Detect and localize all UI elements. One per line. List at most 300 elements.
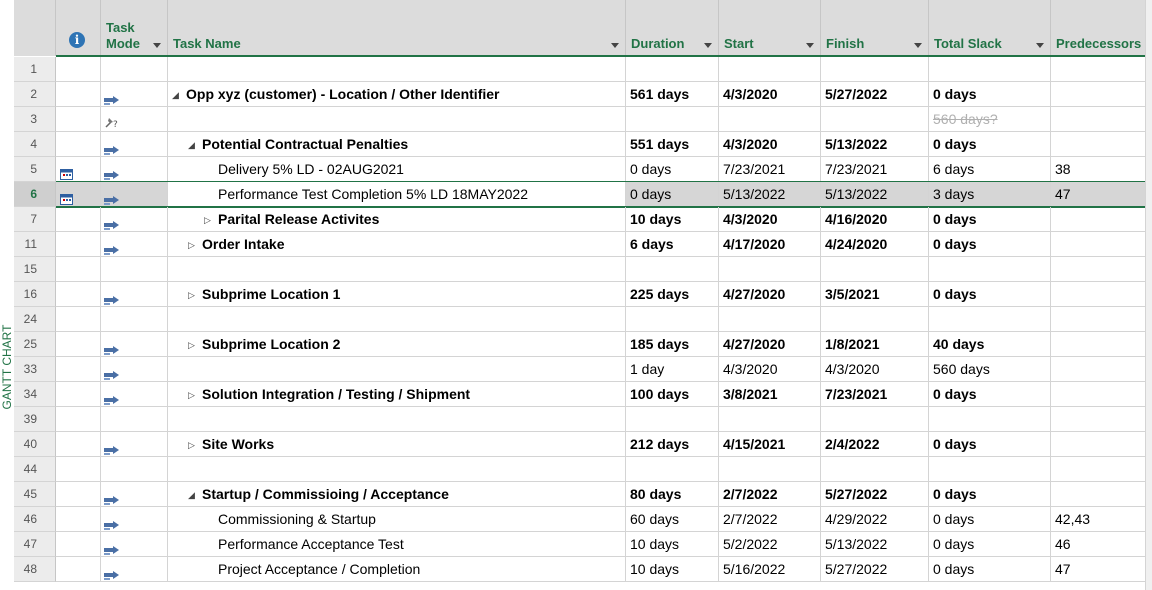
row-number[interactable]: 48 [14, 557, 56, 582]
row-number[interactable]: 4 [14, 132, 56, 157]
task-mode-cell[interactable] [101, 332, 168, 357]
row-number[interactable]: 46 [14, 507, 56, 532]
table-row[interactable] [14, 307, 1146, 332]
predecessors-cell[interactable] [1051, 507, 1146, 532]
chevron-down-icon[interactable] [914, 43, 922, 48]
column-header-task-name[interactable] [168, 0, 626, 56]
table-row[interactable] [14, 207, 1146, 232]
row-number[interactable]: 15 [14, 257, 56, 282]
start-text: 4/3/2020 [723, 211, 778, 227]
row-number[interactable]: 25 [14, 332, 56, 357]
predecessors-cell[interactable] [1051, 407, 1146, 432]
duration-cell[interactable] [626, 307, 719, 332]
duration-text: 185 days [630, 336, 690, 352]
task-mode-cell[interactable] [101, 107, 168, 132]
task-name-cell[interactable] [168, 357, 626, 382]
column-header-total-slack[interactable] [929, 0, 1051, 56]
task-name-cell[interactable] [168, 532, 626, 557]
duration-text: 80 days [630, 486, 682, 502]
start-cell[interactable] [719, 482, 821, 507]
predecessors-cell[interactable] [1051, 282, 1146, 307]
collapse-triangle-icon[interactable]: ◢ [188, 490, 195, 501]
row-number[interactable]: 44 [14, 457, 56, 482]
column-header-finish[interactable] [821, 0, 929, 56]
finish-cell[interactable] [821, 457, 929, 482]
total-slack-cell[interactable] [929, 232, 1051, 257]
expand-triangle-icon[interactable]: ▷ [188, 390, 195, 401]
start-text: 3/8/2021 [723, 386, 778, 402]
predecessors-cell[interactable] [1051, 207, 1146, 232]
indicator-cell[interactable] [56, 107, 101, 132]
column-header-predecessors[interactable] [1051, 0, 1146, 56]
table-row[interactable] [14, 107, 1146, 132]
predecessors-text: 47 [1055, 561, 1071, 577]
finish-cell[interactable] [821, 257, 929, 282]
task-name-cell[interactable] [168, 132, 626, 157]
task-name-cell[interactable] [168, 557, 626, 582]
duration-text: 1 day [630, 361, 665, 377]
task-name-label: Task Name [173, 36, 241, 51]
total-slack-cell[interactable] [929, 207, 1051, 232]
task-mode-cell[interactable] [101, 257, 168, 282]
duration-text: 551 days [630, 136, 690, 152]
predecessors-text: 38 [1055, 161, 1071, 177]
task-mode-cell[interactable] [101, 82, 168, 107]
task-name-cell[interactable] [168, 307, 626, 332]
indicator-cell[interactable] [56, 282, 101, 307]
task-name-cell[interactable] [168, 257, 626, 282]
table-row[interactable] [14, 157, 1146, 182]
predecessors-text: 47 [1055, 186, 1071, 202]
auto-schedule-icon [104, 564, 120, 574]
table-row[interactable] [14, 357, 1146, 382]
task-mode-cell[interactable] [101, 482, 168, 507]
expand-triangle-icon[interactable]: ▷ [188, 440, 195, 451]
row-number[interactable]: 3 [14, 107, 56, 132]
table-row[interactable] [14, 557, 1146, 582]
start-cell[interactable] [719, 82, 821, 107]
indicator-cell[interactable] [56, 307, 101, 332]
predecessors-cell[interactable] [1051, 457, 1146, 482]
predecessors-text: 42,43 [1055, 511, 1091, 527]
total-slack-text: 560 days? [933, 111, 998, 127]
expand-triangle-icon[interactable]: ▷ [188, 290, 195, 301]
task-name-text: Parital Release Activites [218, 211, 380, 227]
task-name-cell[interactable] [168, 432, 626, 457]
start-cell[interactable] [719, 107, 821, 132]
column-header-indicators[interactable] [56, 0, 101, 56]
task-name-cell[interactable] [168, 282, 626, 307]
duration-cell[interactable] [626, 332, 719, 357]
predecessors-cell[interactable] [1051, 557, 1146, 582]
task-mode-cell[interactable] [101, 507, 168, 532]
duration-text: 212 days [630, 436, 690, 452]
selection-border-top [56, 181, 1146, 182]
task-name-text: Delivery 5% LD - 02AUG2021 [218, 161, 404, 177]
row-number[interactable]: 40 [14, 432, 56, 457]
start-cell[interactable] [719, 157, 821, 182]
start-text: 4/27/2020 [723, 286, 786, 302]
total-slack-cell[interactable] [929, 307, 1051, 332]
start-text: 4/3/2020 [723, 361, 778, 377]
total-slack-cell[interactable] [929, 157, 1051, 182]
finish-cell[interactable] [821, 132, 929, 157]
start-cell[interactable] [719, 357, 821, 382]
indicator-cell[interactable] [56, 82, 101, 107]
expand-triangle-icon[interactable]: ▷ [188, 340, 195, 351]
predecessors-cell[interactable] [1051, 307, 1146, 332]
duration-cell[interactable] [626, 282, 719, 307]
table-row[interactable] [14, 282, 1146, 307]
finish-text: 1/8/2021 [825, 336, 880, 352]
table-row[interactable] [14, 457, 1146, 482]
indicator-cell[interactable] [56, 357, 101, 382]
start-cell[interactable] [719, 257, 821, 282]
duration-cell[interactable] [626, 182, 719, 207]
indicator-cell[interactable] [56, 257, 101, 282]
finish-cell[interactable] [821, 332, 929, 357]
chevron-down-icon[interactable] [611, 43, 619, 48]
predecessors-cell[interactable] [1051, 57, 1146, 82]
predecessors-cell[interactable] [1051, 132, 1146, 157]
task-mode-cell[interactable] [101, 182, 168, 207]
start-cell[interactable] [719, 207, 821, 232]
task-name-cell[interactable] [168, 482, 626, 507]
finish-cell[interactable] [821, 507, 929, 532]
finish-text: 4/16/2020 [825, 211, 888, 227]
finish-cell[interactable] [821, 432, 929, 457]
table-row[interactable] [14, 232, 1146, 257]
total-slack-text: 0 days [933, 536, 975, 552]
auto-schedule-icon [104, 439, 120, 449]
row-number[interactable]: 39 [14, 407, 56, 432]
chevron-down-icon[interactable] [806, 43, 814, 48]
total-slack-cell[interactable] [929, 382, 1051, 407]
indicator-cell[interactable] [56, 332, 101, 357]
finish-cell[interactable] [821, 407, 929, 432]
task-name-text: Performance Test Completion 5% LD 18MAY2022 [218, 186, 528, 202]
task-mode-cell[interactable] [101, 232, 168, 257]
duration-cell[interactable] [626, 532, 719, 557]
predecessors-cell[interactable] [1051, 332, 1146, 357]
start-text: 2/7/2022 [723, 511, 778, 527]
start-cell[interactable] [719, 332, 821, 357]
indicator-cell[interactable] [56, 482, 101, 507]
indicator-cell[interactable] [56, 382, 101, 407]
row-number[interactable]: 5 [14, 157, 56, 182]
table-row[interactable] [14, 407, 1146, 432]
predecessors-cell[interactable] [1051, 382, 1146, 407]
row-number[interactable]: 7 [14, 207, 56, 232]
duration-cell[interactable] [626, 382, 719, 407]
task-name-cell[interactable] [168, 407, 626, 432]
finish-cell[interactable] [821, 107, 929, 132]
indicator-cell[interactable] [56, 157, 101, 182]
indicator-cell[interactable] [56, 407, 101, 432]
column-header-task-mode[interactable] [101, 0, 168, 56]
total-slack-cell[interactable] [929, 282, 1051, 307]
predecessors-label: Predecessors [1056, 36, 1142, 51]
duration-cell[interactable] [626, 482, 719, 507]
start-text: 5/2/2022 [723, 536, 778, 552]
task-name-text: Startup / Commissioing / Acceptance [202, 486, 449, 502]
finish-text: 7/23/2021 [825, 386, 888, 402]
duration-cell[interactable] [626, 457, 719, 482]
table-row[interactable] [14, 332, 1146, 357]
total-slack-cell[interactable] [929, 357, 1051, 382]
indicator-cell[interactable] [56, 432, 101, 457]
predecessors-cell[interactable] [1051, 532, 1146, 557]
predecessors-cell[interactable] [1051, 232, 1146, 257]
total-slack-cell[interactable] [929, 257, 1051, 282]
duration-cell[interactable] [626, 557, 719, 582]
predecessors-cell[interactable] [1051, 157, 1146, 182]
task-mode-cell[interactable] [101, 407, 168, 432]
duration-cell[interactable] [626, 157, 719, 182]
indicator-cell[interactable] [56, 557, 101, 582]
finish-text: 7/23/2021 [825, 161, 888, 177]
chevron-down-icon[interactable] [153, 43, 161, 48]
indicator-cell[interactable] [56, 457, 101, 482]
view-label: GANTT CHART [0, 324, 14, 410]
total-slack-text: 0 days [933, 136, 977, 152]
total-slack-label: Total Slack [934, 36, 1002, 51]
total-slack-text: 40 days [933, 336, 985, 352]
duration-text: 10 days [630, 536, 680, 552]
start-text: 4/17/2020 [723, 236, 786, 252]
start-text: 2/7/2022 [723, 486, 778, 502]
task-mode-cell[interactable] [101, 57, 168, 82]
indicator-cell[interactable] [56, 57, 101, 82]
finish-cell[interactable] [821, 357, 929, 382]
indicator-cell[interactable] [56, 507, 101, 532]
total-slack-cell[interactable] [929, 407, 1051, 432]
predecessors-text: 46 [1055, 536, 1071, 552]
start-cell[interactable] [719, 382, 821, 407]
task-name-text: Performance Acceptance Test [218, 536, 404, 552]
total-slack-text: 0 days [933, 386, 977, 402]
column-header-duration[interactable] [626, 0, 719, 56]
finish-cell[interactable] [821, 207, 929, 232]
row-number[interactable]: 6 [14, 182, 56, 207]
finish-cell[interactable] [821, 557, 929, 582]
total-slack-cell[interactable] [929, 132, 1051, 157]
task-name-cell[interactable] [168, 457, 626, 482]
duration-text: 6 days [630, 236, 674, 252]
total-slack-cell[interactable] [929, 57, 1051, 82]
task-name-cell[interactable] [168, 382, 626, 407]
task-name-cell[interactable] [168, 182, 626, 207]
task-mode-cell[interactable] [101, 357, 168, 382]
total-slack-cell[interactable] [929, 557, 1051, 582]
task-mode-cell[interactable] [101, 132, 168, 157]
auto-schedule-icon [104, 289, 120, 299]
table-row[interactable] [14, 182, 1146, 207]
task-mode-cell[interactable] [101, 532, 168, 557]
svg-text:?: ? [113, 120, 118, 129]
total-slack-cell[interactable] [929, 332, 1051, 357]
start-cell[interactable] [719, 432, 821, 457]
task-name-text: Opp xyz (customer) - Location / Other Identifier [186, 86, 500, 102]
collapse-triangle-icon[interactable]: ◢ [172, 90, 179, 101]
task-name-cell[interactable] [168, 232, 626, 257]
finish-cell[interactable] [821, 482, 929, 507]
task-mode-cell[interactable] [101, 432, 168, 457]
predecessors-cell[interactable] [1051, 432, 1146, 457]
total-slack-cell[interactable] [929, 532, 1051, 557]
row-number[interactable]: 47 [14, 532, 56, 557]
row-number[interactable]: 33 [14, 357, 56, 382]
table-row[interactable] [14, 507, 1146, 532]
table-row[interactable] [14, 82, 1146, 107]
predecessors-cell[interactable] [1051, 482, 1146, 507]
finish-cell[interactable] [821, 157, 929, 182]
total-slack-cell[interactable] [929, 507, 1051, 532]
task-name-cell[interactable] [168, 207, 626, 232]
row-number[interactable]: 45 [14, 482, 56, 507]
start-cell[interactable] [719, 182, 821, 207]
task-name-cell[interactable] [168, 107, 626, 132]
expand-triangle-icon[interactable]: ▷ [188, 240, 195, 251]
duration-cell[interactable] [626, 357, 719, 382]
finish-text: 4/3/2020 [825, 361, 880, 377]
row-number[interactable]: 2 [14, 82, 56, 107]
vertical-scrollbar[interactable] [1145, 0, 1152, 590]
start-cell[interactable] [719, 532, 821, 557]
auto-schedule-icon [104, 89, 120, 99]
expand-triangle-icon[interactable]: ▷ [204, 215, 211, 226]
predecessors-cell[interactable] [1051, 357, 1146, 382]
start-cell[interactable] [719, 507, 821, 532]
start-cell[interactable] [719, 457, 821, 482]
chevron-down-icon[interactable] [1036, 43, 1044, 48]
start-cell[interactable] [719, 132, 821, 157]
table-row[interactable] [14, 532, 1146, 557]
duration-cell[interactable] [626, 407, 719, 432]
predecessors-cell[interactable] [1051, 107, 1146, 132]
finish-cell[interactable] [821, 382, 929, 407]
finish-cell[interactable] [821, 57, 929, 82]
finish-text: 5/13/2022 [825, 136, 888, 152]
duration-cell[interactable] [626, 132, 719, 157]
row-number[interactable]: 1 [14, 57, 56, 82]
task-mode-cell[interactable] [101, 157, 168, 182]
calendar-constraint-icon [60, 188, 73, 199]
finish-text: 4/29/2022 [825, 511, 888, 527]
task-name-cell[interactable] [168, 332, 626, 357]
task-mode-cell[interactable] [101, 307, 168, 332]
auto-schedule-icon [104, 239, 120, 249]
duration-cell[interactable] [626, 432, 719, 457]
start-cell[interactable] [719, 307, 821, 332]
duration-cell[interactable] [626, 507, 719, 532]
table-row[interactable] [14, 382, 1146, 407]
task-mode-cell[interactable] [101, 557, 168, 582]
task-name-cell[interactable] [168, 507, 626, 532]
task-mode-cell[interactable] [101, 282, 168, 307]
finish-text: 5/27/2022 [825, 561, 888, 577]
indicator-cell[interactable] [56, 532, 101, 557]
duration-cell[interactable] [626, 107, 719, 132]
auto-schedule-icon [104, 539, 120, 549]
select-all-corner[interactable] [14, 0, 56, 56]
indicator-cell[interactable] [56, 132, 101, 157]
indicator-cell[interactable] [56, 207, 101, 232]
task-mode-cell[interactable] [101, 457, 168, 482]
table-row[interactable] [14, 257, 1146, 282]
total-slack-cell[interactable] [929, 82, 1051, 107]
task-name-text: Order Intake [202, 236, 285, 252]
task-name-cell[interactable] [168, 157, 626, 182]
start-cell[interactable] [719, 232, 821, 257]
duration-cell[interactable] [626, 257, 719, 282]
finish-cell[interactable] [821, 82, 929, 107]
chevron-down-icon[interactable] [704, 43, 712, 48]
finish-cell[interactable] [821, 282, 929, 307]
duration-text: 60 days [630, 511, 680, 527]
finish-cell[interactable] [821, 182, 929, 207]
row-number[interactable]: 11 [14, 232, 56, 257]
duration-cell[interactable] [626, 57, 719, 82]
predecessors-cell[interactable] [1051, 182, 1146, 207]
total-slack-text: 560 days [933, 361, 990, 377]
total-slack-cell[interactable] [929, 457, 1051, 482]
row-number[interactable]: 24 [14, 307, 56, 332]
start-cell[interactable] [719, 557, 821, 582]
column-header-row [14, 0, 1146, 56]
table-row[interactable] [14, 432, 1146, 457]
table-row[interactable] [14, 132, 1146, 157]
total-slack-cell[interactable] [929, 432, 1051, 457]
task-name-cell[interactable] [168, 57, 626, 82]
column-header-start[interactable] [719, 0, 821, 56]
duration-cell[interactable] [626, 207, 719, 232]
task-name-cell[interactable] [168, 82, 626, 107]
finish-text: 4/24/2020 [825, 236, 888, 252]
total-slack-cell[interactable] [929, 107, 1051, 132]
duration-cell[interactable] [626, 82, 719, 107]
finish-cell[interactable] [821, 232, 929, 257]
total-slack-cell[interactable] [929, 482, 1051, 507]
indicator-cell[interactable] [56, 232, 101, 257]
table-row[interactable] [14, 482, 1146, 507]
predecessors-cell[interactable] [1051, 257, 1146, 282]
start-cell[interactable] [719, 57, 821, 82]
start-text: 5/16/2022 [723, 561, 786, 577]
predecessors-cell[interactable] [1051, 82, 1146, 107]
start-cell[interactable] [719, 407, 821, 432]
total-slack-text: 6 days [933, 161, 975, 177]
auto-schedule-icon [104, 339, 120, 349]
task-mode-cell[interactable] [101, 207, 168, 232]
duration-text: 0 days [630, 161, 672, 177]
duration-cell[interactable] [626, 232, 719, 257]
finish-cell[interactable] [821, 532, 929, 557]
collapse-triangle-icon[interactable]: ◢ [188, 140, 195, 151]
finish-cell[interactable] [821, 307, 929, 332]
task-mode-cell[interactable] [101, 382, 168, 407]
indicator-cell[interactable] [56, 182, 101, 207]
row-number[interactable]: 16 [14, 282, 56, 307]
task-name-text: Site Works [202, 436, 275, 452]
auto-schedule-icon [104, 514, 120, 524]
duration-text: 10 days [630, 211, 682, 227]
table-row[interactable] [14, 57, 1146, 82]
total-slack-cell[interactable] [929, 182, 1051, 207]
row-number[interactable]: 34 [14, 382, 56, 407]
start-cell[interactable] [719, 282, 821, 307]
view-side-tab[interactable] [0, 0, 14, 590]
